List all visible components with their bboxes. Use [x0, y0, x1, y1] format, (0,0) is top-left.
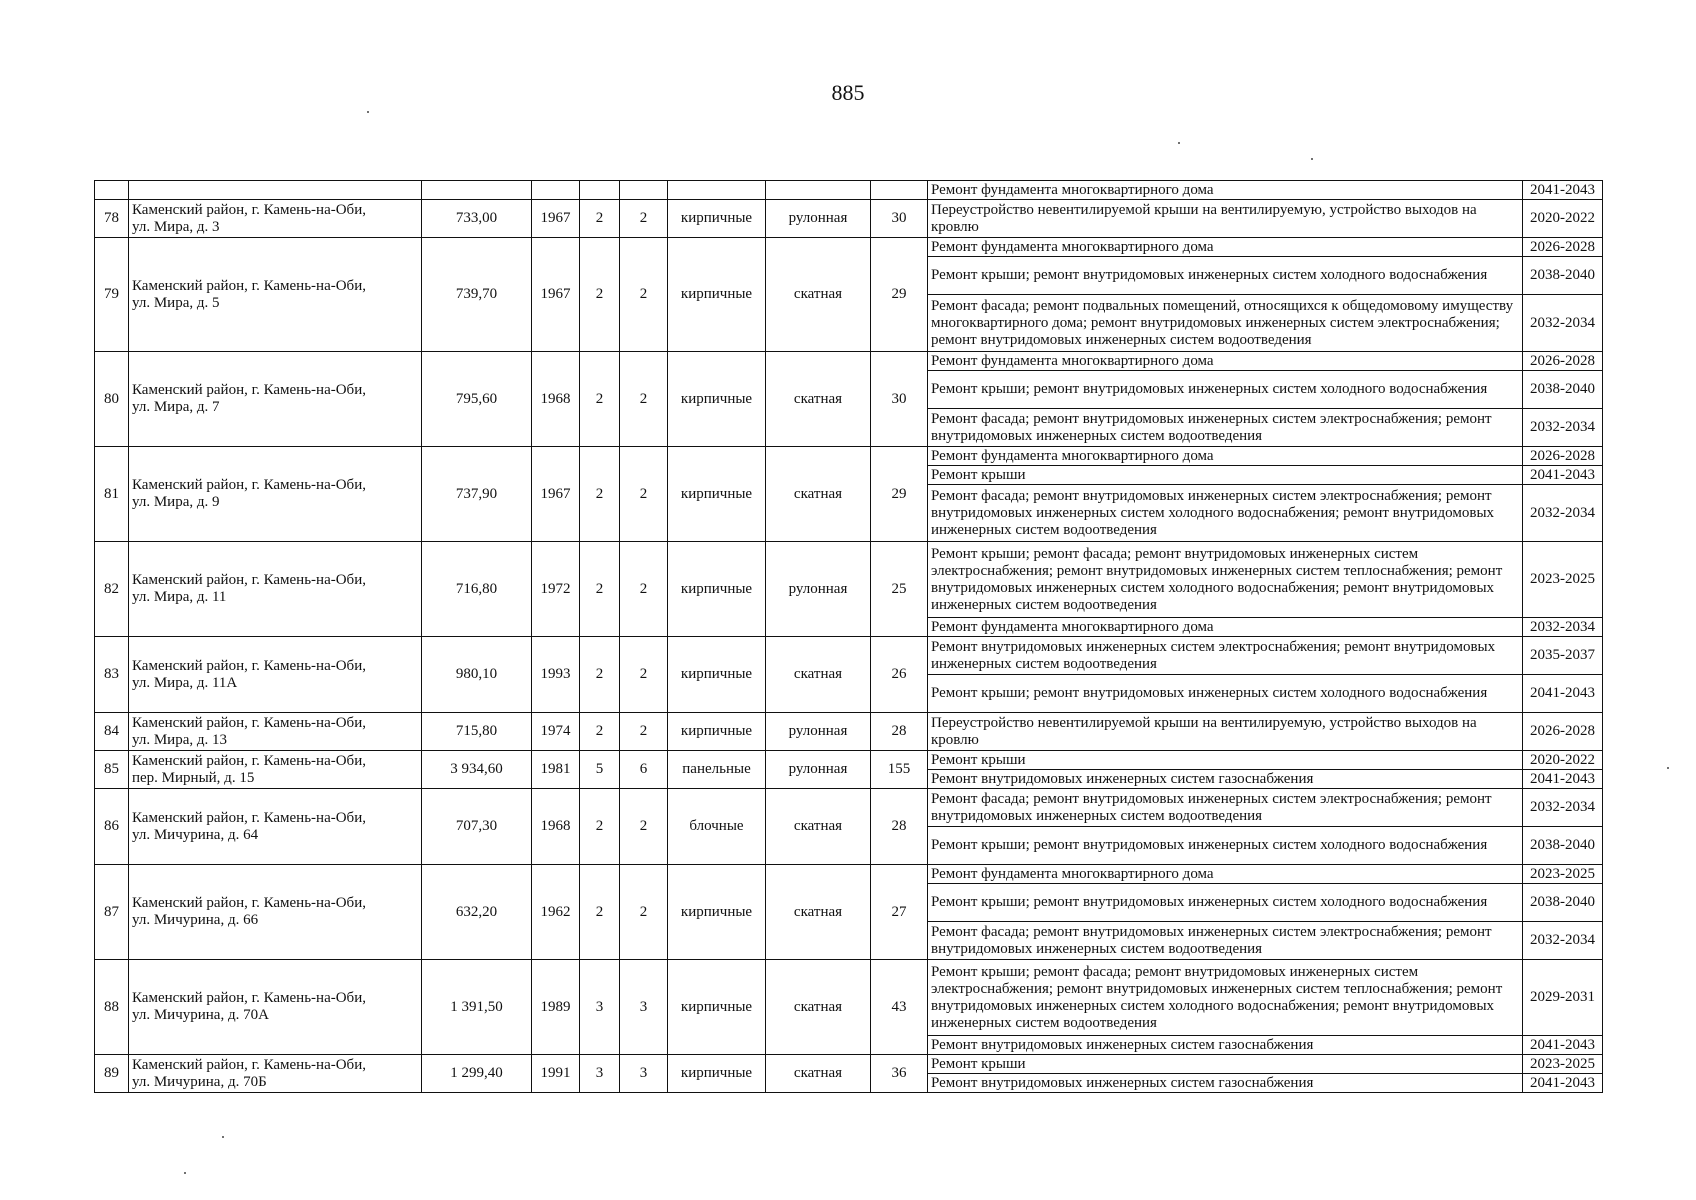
- total-area: 737,90: [422, 447, 532, 542]
- total-area: 1 299,40: [422, 1055, 532, 1093]
- entrances-count: 2: [620, 637, 668, 713]
- table-row: [95, 352, 1603, 371]
- row-number: 83: [95, 637, 129, 713]
- roof-type: скатная: [766, 789, 871, 865]
- entrances-count: 2: [620, 447, 668, 542]
- address-cell: [129, 352, 422, 447]
- work-description: Ремонт крыши; ремонт внутридомовых инженерных систем холодного водоснабжения: [928, 675, 1523, 713]
- address-cell: [129, 751, 422, 789]
- apartments-count: 155: [871, 751, 928, 789]
- scan-speck: [222, 1136, 224, 1138]
- build-year: 1968: [532, 352, 580, 447]
- wall-material: кирпичные: [668, 447, 766, 542]
- entrances-count: 2: [620, 200, 668, 238]
- work-description: Ремонт крыши: [928, 751, 1523, 770]
- work-description: Ремонт крыши; ремонт фасада; ремонт внутридомовых инженерных систем электроснабжения; ремонт внутридомовых инженерных систем теплоснабжения; ремонт внутридомовых инженерных систем холодного водоснабжения; ремонт внутридомовых инженерных систем водоотведения: [928, 960, 1523, 1036]
- work-years: 2041-2043: [1523, 675, 1603, 713]
- wall-material: кирпичные: [668, 352, 766, 447]
- floors-count: 5: [580, 751, 620, 789]
- work-description: Ремонт внутридомовых инженерных систем газоснабжения: [928, 770, 1523, 789]
- total-area: 739,70: [422, 238, 532, 352]
- build-year: 1967: [532, 238, 580, 352]
- row-number: 79: [95, 238, 129, 352]
- entrances-count: 3: [620, 1055, 668, 1093]
- wall-material: кирпичные: [668, 200, 766, 238]
- roof-type: скатная: [766, 352, 871, 447]
- address-cell: [129, 789, 422, 865]
- address-line-2: ул. Мира, д. 7: [132, 399, 220, 415]
- address-cell: [129, 713, 422, 751]
- wall-material: блочные: [668, 789, 766, 865]
- address-line-2: ул. Мира, д. 13: [132, 731, 227, 748]
- roof-type: рулонная: [766, 751, 871, 789]
- work-description: Ремонт крыши: [928, 1055, 1523, 1074]
- address-cell: [129, 960, 422, 1055]
- wall-material: кирпичные: [668, 542, 766, 637]
- address-cell: [129, 200, 422, 238]
- build-year: 1967: [532, 200, 580, 238]
- work-description: Ремонт фундамента многоквартирного дома: [928, 865, 1523, 884]
- roof-type: скатная: [766, 960, 871, 1055]
- address-line-1: Каменский район, г. Камень-на-Оби,: [132, 201, 366, 218]
- table-row: [95, 447, 1603, 466]
- work-description: Переустройство невентилируемой крыши на вентилируемую, устройство выходов на кровлю: [928, 713, 1523, 751]
- scan-speck: [1311, 158, 1313, 160]
- total-area: 795,60: [422, 352, 532, 447]
- address-line-2: ул. Мичурина, д. 66: [132, 912, 259, 928]
- empty-cell: [532, 181, 580, 200]
- table-row: [95, 1055, 1603, 1074]
- build-year: 1972: [532, 542, 580, 637]
- work-years: 2032-2034: [1523, 618, 1603, 637]
- address-line-1: Каменский район, г. Камень-на-Оби,: [132, 752, 366, 769]
- roof-type: рулонная: [766, 200, 871, 238]
- roof-type: скатная: [766, 1055, 871, 1093]
- floors-count: 3: [580, 1055, 620, 1093]
- scan-speck: [184, 1172, 186, 1174]
- floors-count: 2: [580, 542, 620, 637]
- wall-material: кирпичные: [668, 960, 766, 1055]
- work-years: 2026-2028: [1523, 238, 1603, 257]
- work-description: Ремонт внутридомовых инженерных систем электроснабжения; ремонт внутридомовых инженерных систем водоотведения: [928, 637, 1523, 675]
- table-row: [95, 713, 1603, 751]
- address-line-1: Каменский район, г. Камень-на-Оби,: [132, 895, 366, 911]
- empty-cell: [129, 181, 422, 200]
- entrances-count: 2: [620, 542, 668, 637]
- address-line-2: ул. Мичурина, д. 70Б: [132, 1073, 267, 1090]
- address-cell: [129, 1055, 422, 1093]
- table-row: [95, 542, 1603, 618]
- wall-material: кирпичные: [668, 1055, 766, 1093]
- work-description: Ремонт фундамента многоквартирного дома: [928, 447, 1523, 466]
- work-description: Ремонт крыши; ремонт внутридомовых инженерных систем холодного водоснабжения: [928, 257, 1523, 295]
- row-number: 78: [95, 200, 129, 238]
- work-years: 2038-2040: [1523, 884, 1603, 922]
- work-description: Ремонт крыши; ремонт фасада; ремонт внутридомовых инженерных систем электроснабжения; ремонт внутридомовых инженерных систем теплоснабжения; ремонт внутридомовых инженерных систем холодного водоснабжения; ремонт внутридомовых инженерных систем водоотведения: [928, 542, 1523, 618]
- address-cell: [129, 637, 422, 713]
- work-years: 2041-2043: [1523, 466, 1603, 485]
- total-area: 716,80: [422, 542, 532, 637]
- table-row: [95, 960, 1603, 1036]
- total-area: 715,80: [422, 713, 532, 751]
- floors-count: 2: [580, 713, 620, 751]
- apartments-count: 26: [871, 637, 928, 713]
- work-description: Ремонт фасада; ремонт внутридомовых инженерных систем электроснабжения; ремонт внутридомовых инженерных систем водоотведения: [928, 409, 1523, 447]
- entrances-count: 2: [620, 713, 668, 751]
- apartments-count: 29: [871, 238, 928, 352]
- work-description: Ремонт фундамента многоквартирного дома: [928, 181, 1523, 200]
- scan-speck: [367, 111, 369, 113]
- address-cell: [129, 865, 422, 960]
- apartments-count: 25: [871, 542, 928, 637]
- work-years: 2032-2034: [1523, 295, 1603, 352]
- work-description: Ремонт крыши; ремонт внутридомовых инженерных систем холодного водоснабжения: [928, 884, 1523, 922]
- work-description: Ремонт фундамента многоквартирного дома: [928, 618, 1523, 637]
- build-year: 1968: [532, 789, 580, 865]
- work-years: 2026-2028: [1523, 713, 1603, 751]
- work-description: Ремонт крыши; ремонт внутридомовых инженерных систем холодного водоснабжения: [928, 827, 1523, 865]
- build-year: 1967: [532, 447, 580, 542]
- wall-material: кирпичные: [668, 637, 766, 713]
- apartments-count: 28: [871, 713, 928, 751]
- address-line-1: Каменский район, г. Камень-на-Оби,: [132, 477, 366, 493]
- work-years: 2032-2034: [1523, 789, 1603, 827]
- empty-cell: [871, 181, 928, 200]
- build-year: 1981: [532, 751, 580, 789]
- floors-count: 2: [580, 447, 620, 542]
- address-line-2: ул. Мира, д. 9: [132, 494, 220, 510]
- apartments-count: 28: [871, 789, 928, 865]
- work-years: 2041-2043: [1523, 1036, 1603, 1055]
- wall-material: кирпичные: [668, 865, 766, 960]
- table-row: [95, 789, 1603, 827]
- roof-type: скатная: [766, 447, 871, 542]
- work-years: 2029-2031: [1523, 960, 1603, 1036]
- entrances-count: 2: [620, 352, 668, 447]
- roof-type: скатная: [766, 865, 871, 960]
- scan-speck: [1667, 767, 1669, 769]
- address-line-1: Каменский район, г. Камень-на-Оби,: [132, 1056, 366, 1073]
- entrances-count: 2: [620, 238, 668, 352]
- apartments-count: 27: [871, 865, 928, 960]
- total-area: 3 934,60: [422, 751, 532, 789]
- empty-cell: [620, 181, 668, 200]
- row-number: 81: [95, 447, 129, 542]
- table-row: [95, 751, 1603, 770]
- apartments-count: 30: [871, 200, 928, 238]
- empty-cell: [422, 181, 532, 200]
- wall-material: кирпичные: [668, 713, 766, 751]
- total-area: 707,30: [422, 789, 532, 865]
- total-area: 1 391,50: [422, 960, 532, 1055]
- work-years: 2023-2025: [1523, 542, 1603, 618]
- address-line-1: Каменский район, г. Камень-на-Оби,: [132, 382, 366, 398]
- address-line-1: Каменский район, г. Камень-на-Оби,: [132, 277, 366, 294]
- work-years: 2032-2034: [1523, 922, 1603, 960]
- address-line-2: ул. Мичурина, д. 64: [132, 826, 259, 843]
- apartments-count: 43: [871, 960, 928, 1055]
- work-years: 2032-2034: [1523, 409, 1603, 447]
- row-number: 88: [95, 960, 129, 1055]
- total-area: 632,20: [422, 865, 532, 960]
- wall-material: панельные: [668, 751, 766, 789]
- entrances-count: 2: [620, 789, 668, 865]
- work-years: 2038-2040: [1523, 827, 1603, 865]
- build-year: 1993: [532, 637, 580, 713]
- empty-cell: [95, 181, 129, 200]
- floors-count: 2: [580, 238, 620, 352]
- address-line-2: пер. Мирный, д. 15: [132, 769, 255, 786]
- work-years: 2041-2043: [1523, 1074, 1603, 1093]
- address-cell: [129, 238, 422, 352]
- roof-type: рулонная: [766, 713, 871, 751]
- floors-count: 2: [580, 200, 620, 238]
- roof-type: скатная: [766, 238, 871, 352]
- work-description: Ремонт фасада; ремонт внутридомовых инженерных систем электроснабжения; ремонт внутридомовых инженерных систем водоотведения: [928, 922, 1523, 960]
- work-description: Ремонт фасада; ремонт внутридомовых инженерных систем электроснабжения; ремонт внутридомовых инженерных систем водоотведения: [928, 789, 1523, 827]
- work-years: 2020-2022: [1523, 200, 1603, 238]
- work-description: Ремонт крыши: [928, 466, 1523, 485]
- work-years: 2041-2043: [1523, 181, 1603, 200]
- build-year: 1989: [532, 960, 580, 1055]
- entrances-count: 2: [620, 865, 668, 960]
- apartments-count: 36: [871, 1055, 928, 1093]
- empty-cell: [580, 181, 620, 200]
- capital-repair-table: [94, 180, 1603, 1093]
- table-row: [95, 865, 1603, 884]
- work-description: Ремонт фундамента многоквартирного дома: [928, 352, 1523, 371]
- floors-count: 3: [580, 960, 620, 1055]
- floors-count: 2: [580, 789, 620, 865]
- total-area: 733,00: [422, 200, 532, 238]
- roof-type: скатная: [766, 637, 871, 713]
- address-line-2: ул. Мира, д. 11: [132, 589, 227, 605]
- row-number: 86: [95, 789, 129, 865]
- work-description: Ремонт фасада; ремонт подвальных помещений, относящихся к общедомовому имуществу многоквартирного дома; ремонт внутридомовых инженерных систем электроснабжения; ремонт внутридомовых инженерных систем водоотведения: [928, 295, 1523, 352]
- row-number: 84: [95, 713, 129, 751]
- row-number: 89: [95, 1055, 129, 1093]
- empty-cell: [766, 181, 871, 200]
- build-year: 1962: [532, 865, 580, 960]
- floors-count: 2: [580, 352, 620, 447]
- row-number: 87: [95, 865, 129, 960]
- table-row: [95, 200, 1603, 238]
- work-years: 2038-2040: [1523, 371, 1603, 409]
- row-number: 82: [95, 542, 129, 637]
- address-line-2: ул. Мира, д. 3: [132, 218, 220, 235]
- build-year: 1974: [532, 713, 580, 751]
- work-years: 2023-2025: [1523, 1055, 1603, 1074]
- address-line-1: Каменский район, г. Камень-на-Оби,: [132, 714, 366, 731]
- work-description: Ремонт фасада; ремонт внутридомовых инженерных систем электроснабжения; ремонт внутридомовых инженерных систем холодного водоснабжения; ремонт внутридомовых инженерных систем водоотведения: [928, 485, 1523, 542]
- work-description: Переустройство невентилируемой крыши на вентилируемую, устройство выходов на кровлю: [928, 200, 1523, 238]
- address-line-2: ул. Мира, д. 11А: [132, 674, 238, 691]
- scan-speck: [1178, 142, 1180, 144]
- work-description: Ремонт внутридомовых инженерных систем газоснабжения: [928, 1074, 1523, 1093]
- work-description: Ремонт крыши; ремонт внутридомовых инженерных систем холодного водоснабжения: [928, 371, 1523, 409]
- address-line-1: Каменский район, г. Камень-на-Оби,: [132, 809, 366, 826]
- apartments-count: 29: [871, 447, 928, 542]
- work-description: Ремонт внутридомовых инженерных систем газоснабжения: [928, 1036, 1523, 1055]
- floors-count: 2: [580, 865, 620, 960]
- work-years: 2023-2025: [1523, 865, 1603, 884]
- build-year: 1991: [532, 1055, 580, 1093]
- address-line-1: Каменский район, г. Камень-на-Оби,: [132, 657, 366, 674]
- row-number: 80: [95, 352, 129, 447]
- work-years: 2032-2034: [1523, 485, 1603, 542]
- work-years: 2041-2043: [1523, 770, 1603, 789]
- address-cell: [129, 542, 422, 637]
- total-area: 980,10: [422, 637, 532, 713]
- apartments-count: 30: [871, 352, 928, 447]
- work-years: 2026-2028: [1523, 447, 1603, 466]
- work-years: 2020-2022: [1523, 751, 1603, 770]
- work-years: 2035-2037: [1523, 637, 1603, 675]
- address-line-1: Каменский район, г. Камень-на-Оби,: [132, 572, 366, 588]
- work-years: 2026-2028: [1523, 352, 1603, 371]
- entrances-count: 6: [620, 751, 668, 789]
- address-cell: [129, 447, 422, 542]
- wall-material: кирпичные: [668, 238, 766, 352]
- page-number: 885: [831, 80, 865, 105]
- row-number: 85: [95, 751, 129, 789]
- address-line-2: ул. Мичурина, д. 70А: [132, 1007, 269, 1023]
- roof-type: рулонная: [766, 542, 871, 637]
- table-row: [95, 637, 1603, 675]
- address-line-2: ул. Мира, д. 5: [132, 294, 220, 311]
- work-years: 2038-2040: [1523, 257, 1603, 295]
- address-line-1: Каменский район, г. Камень-на-Оби,: [132, 990, 366, 1006]
- floors-count: 2: [580, 637, 620, 713]
- empty-cell: [668, 181, 766, 200]
- entrances-count: 3: [620, 960, 668, 1055]
- work-description: Ремонт фундамента многоквартирного дома: [928, 238, 1523, 257]
- table-row: [95, 238, 1603, 257]
- table-row: [95, 181, 1603, 200]
